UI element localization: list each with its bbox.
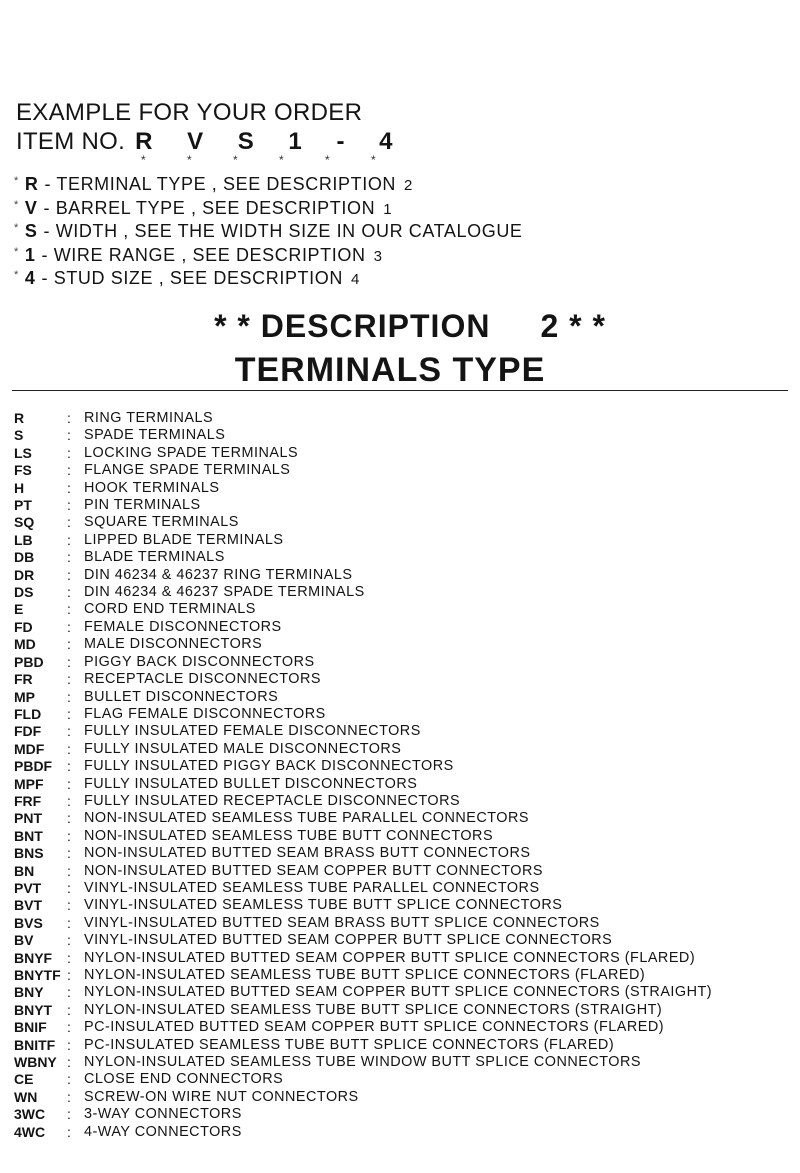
terminal-description: RING TERMINALS: [84, 410, 214, 426]
terminal-code: DR: [14, 566, 35, 583]
terminal-row: [14, 462, 712, 479]
legend-row: [14, 173, 531, 197]
terminal-code: BNYTF: [14, 967, 61, 983]
terminal-colon: :: [67, 967, 71, 983]
terminal-description: 4-WAY CONNECTORS: [84, 1123, 242, 1140]
terminal-colon: :: [67, 1088, 71, 1105]
terminal-description: PIGGY BACK DISCONNECTORS: [84, 653, 315, 670]
terminal-description: NYLON-INSULATED BUTTED SEAM COPPER BUTT SPLICE CONNECTORS (FLARED): [84, 949, 696, 966]
terminal-description: SCREW-ON WIRE NUT CONNECTORS: [84, 1088, 359, 1105]
terminal-description: NON-INSULATED SEAMLESS TUBE PARALLEL CONNECTORS: [84, 810, 529, 827]
terminal-row: [14, 1071, 712, 1088]
legend-number: 1: [383, 200, 393, 218]
terminal-row: [14, 584, 712, 601]
terminal-code: BNY: [14, 984, 44, 1001]
terminal-colon: :: [67, 984, 71, 1001]
legend-number: 2: [404, 177, 413, 194]
terminal-code: BN: [14, 862, 35, 879]
terminal-code: MPF: [14, 775, 44, 792]
terminal-code: MD: [14, 636, 36, 653]
terminal-code: MP: [14, 688, 35, 705]
terminal-row: [14, 636, 712, 653]
terminal-code: E: [14, 601, 24, 618]
terminal-colon: :: [67, 1071, 71, 1088]
terminal-colon: :: [67, 653, 71, 670]
terminal-colon: :: [67, 792, 71, 809]
terminal-colon: :: [67, 932, 71, 949]
terminal-colon: :: [67, 479, 71, 496]
terminal-code: FRF: [14, 792, 42, 809]
terminal-code: PVT: [14, 879, 42, 896]
terminal-colon: :: [67, 1123, 71, 1140]
terminal-row: [14, 845, 712, 862]
terminal-row: [14, 445, 712, 462]
terminal-row: [14, 932, 712, 949]
terminal-description: FULLY INSULATED MALE DISCONNECTORS: [84, 740, 402, 757]
title-stars-right: * *: [569, 308, 606, 344]
terminal-description: BULLET DISCONNECTORS: [84, 688, 279, 705]
terminal-row: [14, 1089, 712, 1106]
terminal-description: LOCKING SPADE TERMINALS: [84, 444, 299, 461]
terminal-colon: :: [67, 462, 71, 479]
terminal-row: [14, 723, 712, 740]
terminal-row: [14, 915, 712, 932]
terminal-code: FS: [14, 462, 32, 479]
terminal-code: BNYT: [14, 1001, 53, 1018]
terminal-colon: :: [67, 1036, 71, 1053]
legend-row: [14, 220, 531, 244]
terminal-colon: :: [67, 410, 71, 426]
terminal-description: BLADE TERMINALS: [84, 549, 225, 566]
terminal-code: SQ: [14, 514, 35, 531]
terminal-code: H: [14, 479, 25, 496]
legend-row: [14, 267, 531, 291]
terminal-code: BNT: [14, 827, 43, 844]
terminal-row: [14, 1019, 712, 1036]
legend-text: - WIDTH , SEE THE WIDTH SIZE IN OUR CATALOGUE: [43, 221, 523, 242]
terminal-row: [14, 706, 712, 723]
terminal-description: VINYL-INSULATED SEAMLESS TUBE PARALLEL CONNECTORS: [84, 879, 540, 896]
terminal-colon: :: [67, 444, 71, 461]
legend-code: S: [24, 221, 38, 242]
terminal-code: LS: [14, 444, 32, 461]
terminal-row: [14, 880, 712, 897]
terminal-colon: :: [67, 427, 71, 444]
terminal-code: 3WC: [14, 1106, 46, 1123]
order-example: [16, 98, 406, 156]
legend-text: - TERMINAL TYPE , SEE DESCRIPTION: [44, 174, 397, 194]
code-legend: [14, 173, 531, 291]
asterisk: *: [14, 198, 19, 211]
terminal-row: [14, 1106, 712, 1123]
asterisk: *: [14, 245, 19, 258]
terminal-code: MDF: [14, 740, 45, 757]
terminal-description: LIPPED BLADE TERMINALS: [84, 531, 284, 548]
terminal-colon: :: [67, 845, 71, 862]
terminal-code: S: [14, 427, 24, 444]
terminal-row: [14, 1002, 712, 1019]
terminal-colon: :: [67, 740, 71, 757]
terminal-colon: :: [67, 601, 71, 618]
terminal-row: [14, 984, 712, 1001]
terminal-row: [14, 1054, 712, 1071]
terminal-code: FR: [14, 671, 33, 688]
terminal-code: LB: [14, 531, 33, 548]
terminal-description: FEMALE DISCONNECTORS: [84, 618, 282, 635]
terminal-code: FD: [14, 618, 33, 635]
terminal-code: FDF: [14, 723, 42, 740]
legend-text: - STUD SIZE , SEE DESCRIPTION: [41, 268, 343, 289]
terminal-code: CE: [14, 1071, 34, 1088]
asterisk: *: [14, 175, 19, 187]
terminal-colon: :: [67, 879, 71, 896]
terminal-description: NYLON-INSULATED BUTTED SEAM COPPER BUTT SPLICE CONNECTORS (STRAIGHT): [84, 984, 713, 1001]
terminal-colon: :: [67, 688, 71, 705]
terminal-row: [14, 654, 712, 671]
legend-number: 3: [373, 247, 383, 265]
terminal-description: MALE DISCONNECTORS: [84, 636, 263, 653]
title-text: DESCRIPTION: [260, 308, 491, 344]
terminal-colon: :: [67, 758, 71, 775]
terminal-colon: :: [67, 671, 71, 688]
legend-row: [14, 244, 531, 268]
terminal-row: [14, 897, 712, 914]
terminal-colon: :: [67, 897, 71, 914]
terminal-code: BNIF: [14, 1019, 47, 1036]
item-number-label: ITEM NO.: [16, 128, 126, 155]
terminal-description: PC-INSULATED SEAMLESS TUBE BUTT SPLICE CONNECTORS (FLARED): [84, 1036, 615, 1053]
terminal-code: BVS: [14, 914, 43, 931]
terminal-colon: :: [67, 914, 71, 931]
terminal-row: [14, 671, 712, 688]
terminal-description: SPADE TERMINALS: [84, 427, 226, 444]
terminal-colon: :: [67, 497, 71, 514]
terminal-row: [14, 532, 712, 549]
terminal-description: FULLY INSULATED PIGGY BACK DISCONNECTORS: [84, 758, 454, 775]
terminal-code: BVT: [14, 897, 42, 914]
terminal-colon: :: [67, 566, 71, 583]
terminal-code: FLD: [14, 705, 42, 722]
terminal-row: [14, 410, 712, 427]
legend-text: - BARREL TYPE , SEE DESCRIPTION: [43, 197, 376, 218]
terminal-colon: :: [67, 775, 71, 792]
title-number: 2: [540, 308, 560, 344]
terminal-description: NYLON-INSULATED SEAMLESS TUBE BUTT SPLICE CONNECTORS (FLARED): [84, 967, 646, 983]
terminal-colon: :: [67, 1106, 71, 1123]
terminal-code: PT: [14, 497, 32, 514]
terminal-row: [14, 863, 712, 880]
terminal-row: [14, 1037, 712, 1054]
terminal-description: SQUARE TERMINALS: [84, 514, 239, 531]
terminal-row: [14, 967, 712, 984]
terminal-code: PBDF: [14, 758, 53, 775]
terminal-description: NYLON-INSULATED SEAMLESS TUBE WINDOW BUTT SPLICE CONNECTORS: [84, 1054, 641, 1071]
terminal-code: DS: [14, 584, 34, 601]
terminal-colon: :: [67, 636, 71, 653]
terminal-description: VINYL-INSULATED BUTTED SEAM BRASS BUTT SPLICE CONNECTORS: [84, 914, 600, 931]
terminal-description: FLAG FEMALE DISCONNECTORS: [84, 705, 326, 722]
section-divider: [12, 390, 788, 391]
legend-code: R: [24, 174, 39, 194]
terminal-description: CORD END TERMINALS: [84, 601, 256, 618]
terminal-row: [14, 828, 712, 845]
terminal-colon: :: [67, 1001, 71, 1018]
terminal-code: BNITF: [14, 1036, 56, 1053]
terminal-description: PC-INSULATED BUTTED SEAM COPPER BUTT SPLICE CONNECTORS (FLARED): [84, 1019, 665, 1036]
terminal-code: WN: [14, 1088, 38, 1105]
description-title: [0, 306, 800, 346]
legend-code: 4: [24, 268, 36, 289]
terminal-description: DIN 46234 & 46237 SPADE TERMINALS: [84, 584, 365, 601]
terminal-colon: :: [67, 810, 71, 827]
item-number-line: [16, 127, 406, 156]
terminal-row: [14, 1124, 712, 1141]
terminal-row: [14, 758, 712, 775]
terminal-colon: :: [67, 584, 71, 601]
terminal-colon: :: [67, 723, 71, 740]
item-code-stars: * * * * * *: [141, 153, 395, 167]
terminal-row: [14, 514, 712, 531]
terminal-colon: :: [67, 514, 71, 531]
terminal-description: FULLY INSULATED FEMALE DISCONNECTORS: [84, 723, 421, 740]
terminal-description: 3-WAY CONNECTORS: [84, 1106, 242, 1123]
legend-code: 1: [24, 244, 36, 265]
terminal-description: RECEPTACLE DISCONNECTORS: [84, 671, 321, 688]
asterisk: *: [14, 269, 19, 282]
terminal-description: VINYL-INSULATED BUTTED SEAM COPPER BUTT SPLICE CONNECTORS: [84, 932, 613, 949]
terminal-code: PNT: [14, 810, 42, 827]
terminal-colon: :: [67, 705, 71, 722]
terminal-description: NON-INSULATED BUTTED SEAM COPPER BUTT CONNECTORS: [84, 862, 543, 879]
terminal-row: [14, 480, 712, 497]
terminal-colon: :: [67, 862, 71, 879]
terminal-colon: :: [67, 949, 71, 966]
terminal-description: FULLY INSULATED BULLET DISCONNECTORS: [84, 775, 418, 792]
terminal-colon: :: [67, 618, 71, 635]
terminal-description: NON-INSULATED SEAMLESS TUBE BUTT CONNECTORS: [84, 827, 494, 844]
terminal-code: BNS: [14, 845, 44, 862]
terminal-row: [14, 950, 712, 967]
terminal-description: NYLON-INSULATED SEAMLESS TUBE BUTT SPLICE CONNECTORS (STRAIGHT): [84, 1001, 663, 1018]
terminal-description: NON-INSULATED BUTTED SEAM BRASS BUTT CONNECTORS: [84, 845, 531, 862]
terminal-description: DIN 46234 & 46237 RING TERMINALS: [84, 566, 353, 583]
description-subtitle: TERMINALS TYPE: [234, 351, 546, 389]
terminal-code: PBD: [14, 653, 44, 670]
terminal-description: PIN TERMINALS: [84, 497, 201, 514]
terminal-colon: :: [67, 531, 71, 548]
terminal-row: [14, 427, 712, 444]
item-number-code: R V S 1 - 4: [135, 128, 407, 155]
terminal-row: [14, 793, 712, 810]
terminal-code: R: [14, 410, 25, 426]
terminal-row: [14, 601, 712, 618]
terminal-row: [14, 497, 712, 514]
terminal-row: [14, 567, 712, 584]
terminal-colon: :: [67, 549, 71, 566]
title-stars-left: * *: [214, 308, 251, 344]
asterisk: *: [14, 222, 19, 235]
terminal-code: DB: [14, 549, 35, 566]
terminal-description: VINYL-INSULATED SEAMLESS TUBE BUTT SPLICE CONNECTORS: [84, 897, 563, 914]
terminal-colon: :: [67, 1019, 71, 1036]
terminal-description: FLANGE SPADE TERMINALS: [84, 462, 291, 479]
terminal-row: [14, 776, 712, 793]
legend-text: - WIRE RANGE , SEE DESCRIPTION: [41, 244, 366, 265]
terminal-colon: :: [67, 1054, 71, 1071]
terminal-code: BNYF: [14, 949, 53, 966]
terminal-description: FULLY INSULATED RECEPTACLE DISCONNECTORS: [84, 792, 461, 809]
terminal-code: 4WC: [14, 1123, 46, 1140]
terminal-type-list: [14, 410, 712, 1141]
terminal-code: BV: [14, 932, 34, 949]
terminal-description: CLOSE END CONNECTORS: [84, 1071, 284, 1088]
terminal-row: [14, 741, 712, 758]
legend-number: 4: [350, 271, 360, 289]
terminal-description: HOOK TERMINALS: [84, 479, 220, 496]
terminal-row: [14, 619, 712, 636]
terminal-colon: :: [67, 827, 71, 844]
terminal-row: [14, 810, 712, 827]
legend-row: [14, 197, 531, 221]
order-example-heading: EXAMPLE FOR YOUR ORDER: [16, 99, 363, 126]
terminal-code: WBNY: [14, 1054, 57, 1071]
terminal-row: [14, 549, 712, 566]
legend-code: V: [24, 197, 38, 218]
terminal-row: [14, 689, 712, 706]
